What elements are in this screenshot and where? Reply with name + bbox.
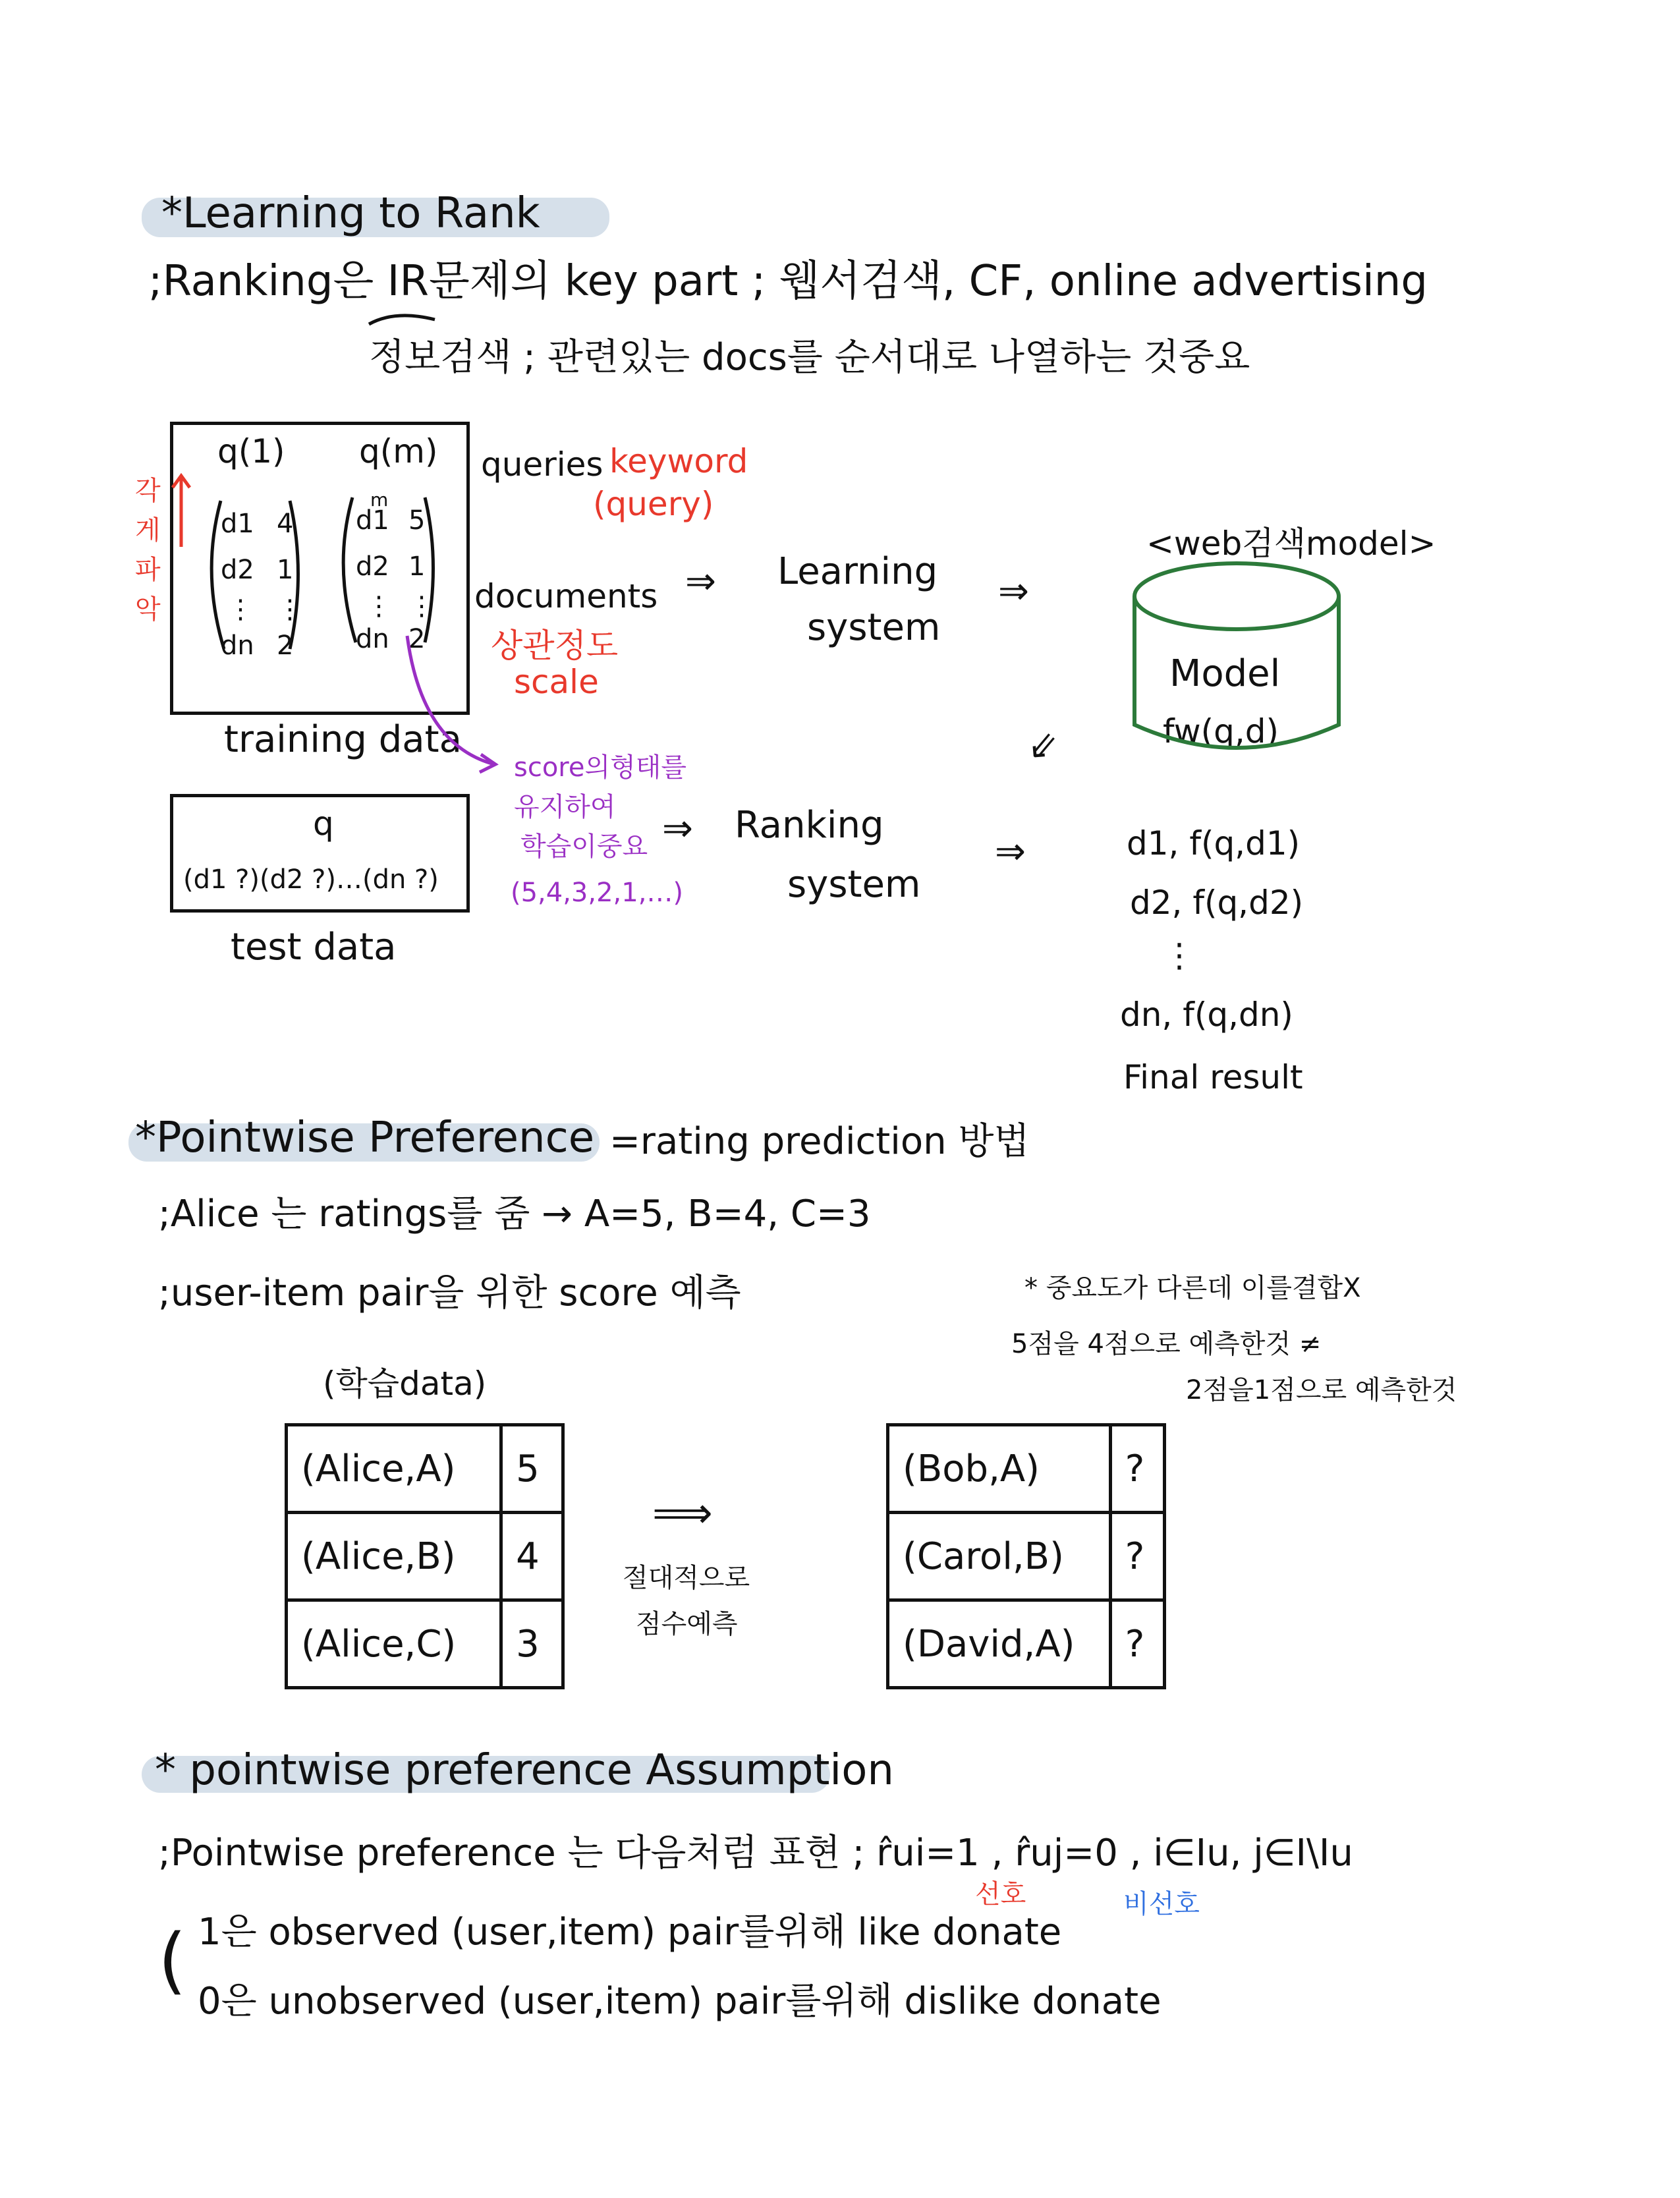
mid-note-1: 절대적으로 — [623, 1563, 750, 1593]
ltr-line2: 정보검색 ; 관련있는 docs를 순서대로 나열하는 것중요 — [369, 336, 1250, 379]
train-pair: (Alice,C) — [287, 1600, 501, 1688]
train-score: 3 — [501, 1600, 563, 1688]
ranking-system-2: system — [787, 863, 921, 906]
doc-m-dots: ⋮ — [366, 591, 392, 621]
doc-m-d1: d1 — [356, 505, 389, 536]
doc-d1: d1 — [221, 509, 254, 539]
test-score: ? — [1110, 1600, 1164, 1688]
side-label-2: 게 — [135, 515, 161, 546]
assumption-line2: 1은 observed (user,item) pair를위해 like donate — [198, 1911, 1062, 1954]
side-note-1: * 중요도가 다른데 이를결합X — [1024, 1273, 1361, 1303]
red-side-arrow — [173, 476, 190, 547]
doc-m-dn: dn — [356, 624, 389, 654]
pointwise-title: *Pointwise Preference — [135, 1113, 595, 1162]
arrow-to-learning: ⇒ — [685, 560, 716, 603]
score-n: 2 — [277, 631, 294, 661]
test-row: (d1 ?)(d2 ?)…(dn ?) — [183, 864, 439, 895]
final-result-label: Final result — [1123, 1058, 1303, 1096]
test-pair: (David,A) — [888, 1600, 1111, 1688]
train-pair: (Alice,A) — [287, 1425, 501, 1513]
assumption-line1: ;Pointwise preference 는 다음처럼 표현 ; r̂ui=1 , r̂uj=0 , i∈Iu, j∈I\Iu — [158, 1832, 1353, 1874]
score-dots: ⋮ — [277, 594, 303, 625]
doc-dn: dn — [221, 631, 254, 661]
arrow-down-left: ⇒ — [1017, 721, 1070, 773]
result-2: d2, f(q,d2) — [1130, 884, 1304, 922]
preference-blue-label: 비선호 — [1123, 1889, 1200, 1919]
score-m-1: 5 — [408, 505, 426, 536]
underline-ir — [369, 316, 435, 324]
arrow-to-results: ⇒ — [995, 830, 1026, 873]
train-score: 4 — [501, 1513, 563, 1600]
side-label-1: 각 — [135, 476, 161, 506]
side-note-2: 5점을 4점으로 예측한것 ≠ — [1011, 1329, 1322, 1359]
bracket-left-2 — [343, 497, 356, 642]
query-paren-label: (query) — [593, 485, 714, 523]
preference-red-label: 선호 — [975, 1879, 1026, 1909]
test-score: ? — [1110, 1513, 1164, 1600]
test-score: ? — [1110, 1425, 1164, 1513]
ltr-title: *Learning to Rank — [161, 189, 540, 238]
ranking-system-1: Ranking — [735, 804, 884, 847]
bracket-right-2 — [425, 497, 434, 642]
train-pair: (Alice,B) — [287, 1513, 501, 1600]
assumption-brace: ( — [158, 1918, 186, 2002]
score-2: 1 — [277, 555, 294, 585]
ltr-line1: ;Ranking은 IR문제의 key part ; 웹서검색, CF, online advertising — [148, 257, 1428, 306]
test-data-label: test data — [231, 926, 397, 969]
pointwise-title-note: =rating prediction 방법 — [609, 1120, 1030, 1163]
purple-note-1: score의형태를 — [514, 752, 687, 783]
pointwise-line2: ;user-item pair을 위한 score 예측 — [158, 1272, 741, 1314]
purple-arrow — [407, 636, 495, 772]
assumption-line3: 0은 unobserved (user,item) pair를위해 dislike donate — [198, 1980, 1162, 2023]
relevance-label: 상관정도 — [491, 627, 619, 665]
keyword-label: keyword — [609, 442, 748, 480]
score-m-dots: ⋮ — [408, 591, 435, 621]
train-score: 5 — [501, 1425, 563, 1513]
web-model-title: <web검색model> — [1146, 524, 1436, 563]
model-cylinder — [1134, 563, 1339, 748]
arrow-to-ranking: ⇒ — [662, 807, 693, 850]
queries-label: queries — [481, 445, 603, 484]
purple-note-4: (5,4,3,2,1,…) — [511, 878, 684, 908]
score-m-2: 1 — [408, 551, 426, 582]
mid-note-2: 점수예측 — [636, 1609, 738, 1639]
model-fn-label: fw(q,d) — [1163, 712, 1279, 750]
score-1: 4 — [277, 509, 294, 539]
bracket-left-1 — [211, 501, 224, 649]
test-query-label: q — [313, 804, 334, 843]
doc-d2: d2 — [221, 555, 254, 585]
scale-label: scale — [514, 663, 599, 701]
side-note-3: 2점을1점으로 예측한것 — [1186, 1375, 1457, 1405]
query-1-label: q(1) — [217, 432, 285, 470]
result-1: d1, f(q,d1) — [1127, 824, 1301, 862]
pointwise-line1: ;Alice 는 ratings를 줌 → A=5, B=4, C=3 — [158, 1193, 871, 1235]
result-n: dn, f(q,dn) — [1120, 996, 1293, 1034]
learning-system-1: Learning — [777, 550, 938, 593]
doc-dots: ⋮ — [227, 594, 254, 625]
query-m-label: q(m) — [359, 432, 438, 470]
assumption-title: * pointwise preference Assumption — [155, 1746, 894, 1795]
result-dots: ⋮ — [1163, 936, 1196, 974]
bracket-right-1 — [290, 501, 298, 649]
doc-m-sup: m — [370, 489, 389, 511]
side-label-4: 악 — [135, 594, 161, 625]
purple-note-2: 유지하여 — [514, 792, 616, 822]
test-pair: (Bob,A) — [888, 1425, 1111, 1513]
predict-arrow: ⟹ — [652, 1489, 713, 1538]
doc-m-d2: d2 — [356, 551, 389, 582]
side-label-3: 파 — [135, 555, 161, 585]
training-data-label: training data — [224, 718, 462, 761]
train-table-label: (학습data) — [323, 1365, 487, 1403]
documents-label: documents — [474, 577, 658, 615]
model-label: Model — [1169, 652, 1281, 695]
learning-system-2: system — [807, 606, 941, 649]
test-pair: (Carol,B) — [888, 1513, 1111, 1600]
score-m-n: 2 — [408, 624, 426, 654]
purple-note-3: 학습이중요 — [520, 831, 648, 862]
arrow-to-model: ⇒ — [998, 570, 1029, 613]
